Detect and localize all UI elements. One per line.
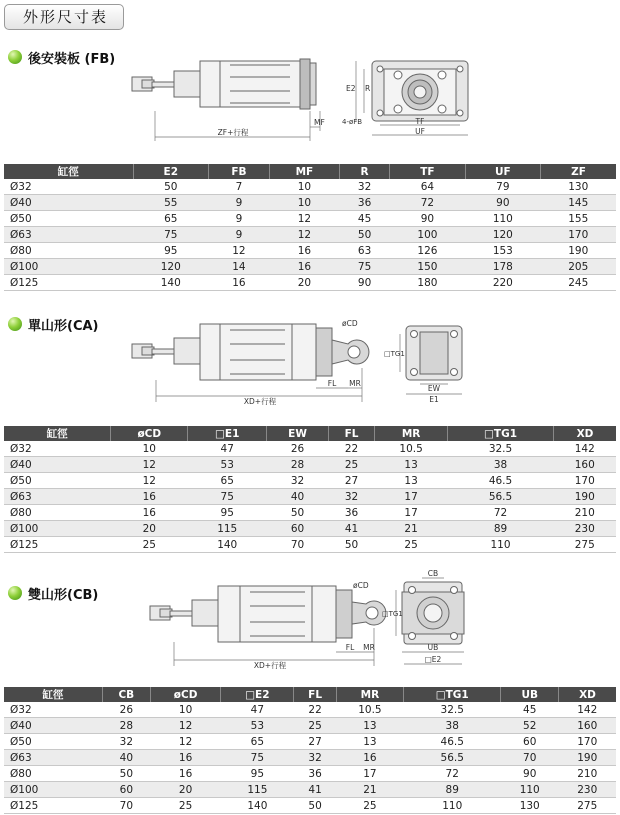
table-cell: 32 bbox=[339, 179, 389, 195]
table-cell: 13 bbox=[336, 734, 403, 750]
table-cell: 12 bbox=[269, 227, 339, 243]
bore-size-cell: Ø80 bbox=[4, 505, 111, 521]
table-cell: 220 bbox=[465, 275, 540, 291]
table-cell: 245 bbox=[541, 275, 616, 291]
col-header: øCD bbox=[111, 426, 188, 441]
table-cell: 7 bbox=[208, 179, 269, 195]
bullet-icon bbox=[8, 50, 22, 64]
table-cell: 16 bbox=[111, 489, 188, 505]
table-cell: 45 bbox=[501, 702, 558, 718]
section-title: 後安裝板 (FB) bbox=[28, 51, 116, 67]
table-cell: 27 bbox=[294, 734, 337, 750]
table-cell: 75 bbox=[133, 227, 208, 243]
col-header: MR bbox=[336, 687, 403, 702]
table-cell: 16 bbox=[150, 766, 221, 782]
table-cell: 70 bbox=[267, 537, 329, 553]
bore-size-cell: Ø100 bbox=[4, 259, 133, 275]
col-header: 缸徑 bbox=[4, 687, 102, 702]
e1-label: E1 bbox=[429, 395, 439, 404]
e2-label: □E2 bbox=[424, 655, 442, 664]
table-cell: 210 bbox=[553, 505, 616, 521]
table-cell: 13 bbox=[336, 718, 403, 734]
table-cell: 16 bbox=[269, 259, 339, 275]
bullet-icon bbox=[8, 317, 22, 331]
uf-label: UF bbox=[415, 127, 425, 136]
table-cell: 95 bbox=[188, 505, 267, 521]
table-cell: 170 bbox=[553, 473, 616, 489]
col-header: MF bbox=[269, 164, 339, 179]
table-cell: 26 bbox=[267, 441, 329, 457]
table-cell: 90 bbox=[339, 275, 389, 291]
table-cell: 56.5 bbox=[403, 750, 501, 766]
bore-size-cell: Ø125 bbox=[4, 798, 102, 814]
xd-label: XD+行程 bbox=[253, 661, 287, 670]
table-cell: 13 bbox=[375, 473, 448, 489]
table-cell: 32 bbox=[328, 489, 374, 505]
table-cell: 190 bbox=[558, 750, 616, 766]
table-cell: 12 bbox=[111, 457, 188, 473]
table-cell: 22 bbox=[294, 702, 337, 718]
table-row bbox=[4, 798, 616, 814]
table-cell: 90 bbox=[501, 766, 558, 782]
table-row bbox=[4, 275, 616, 291]
fb-drawing bbox=[120, 55, 490, 145]
ca-drawing bbox=[120, 318, 480, 408]
tg1-label: □TG1 bbox=[382, 610, 403, 618]
col-header: □TG1 bbox=[403, 687, 501, 702]
table-cell: 120 bbox=[465, 227, 540, 243]
table-header-row bbox=[4, 164, 616, 179]
table-cell: 110 bbox=[501, 782, 558, 798]
table-cell: 56.5 bbox=[448, 489, 554, 505]
table-cell: 72 bbox=[403, 766, 501, 782]
table-cell: 120 bbox=[133, 259, 208, 275]
table-row bbox=[4, 782, 616, 798]
bore-size-cell: Ø80 bbox=[4, 243, 133, 259]
col-header: EW bbox=[267, 426, 329, 441]
bore-size-cell: Ø125 bbox=[4, 275, 133, 291]
table-cell: 41 bbox=[328, 521, 374, 537]
zf-label: ZF+行程 bbox=[217, 128, 249, 137]
table-cell: 160 bbox=[553, 457, 616, 473]
table-cell: 170 bbox=[541, 227, 616, 243]
table-cell: 180 bbox=[390, 275, 465, 291]
fb-table bbox=[4, 164, 616, 291]
cb-table-body bbox=[4, 702, 616, 814]
table-header-row bbox=[4, 426, 616, 441]
table-cell: 205 bbox=[541, 259, 616, 275]
table-cell: 140 bbox=[221, 798, 294, 814]
bore-size-cell: Ø32 bbox=[4, 441, 111, 457]
table-cell: 52 bbox=[501, 718, 558, 734]
table-cell: 145 bbox=[541, 195, 616, 211]
table-cell: 20 bbox=[111, 521, 188, 537]
bore-size-cell: Ø50 bbox=[4, 211, 133, 227]
cb-drawing bbox=[140, 568, 480, 670]
table-cell: 140 bbox=[133, 275, 208, 291]
page-title: 外形尺寸表 bbox=[4, 4, 124, 30]
table-cell: 13 bbox=[375, 457, 448, 473]
table-cell: 12 bbox=[150, 734, 221, 750]
table-cell: 16 bbox=[208, 275, 269, 291]
table-row bbox=[4, 211, 616, 227]
bore-size-cell: Ø40 bbox=[4, 457, 111, 473]
bore-size-cell: Ø40 bbox=[4, 718, 102, 734]
bore-size-cell: Ø50 bbox=[4, 734, 102, 750]
table-cell: 75 bbox=[339, 259, 389, 275]
col-header: ZF bbox=[541, 164, 616, 179]
table-cell: 25 bbox=[375, 537, 448, 553]
cd-label: øCD bbox=[353, 581, 369, 590]
table-cell: 46.5 bbox=[403, 734, 501, 750]
col-header: øCD bbox=[150, 687, 221, 702]
table-cell: 70 bbox=[102, 798, 150, 814]
table-cell: 70 bbox=[501, 750, 558, 766]
table-cell: 16 bbox=[150, 750, 221, 766]
bore-size-cell: Ø100 bbox=[4, 521, 111, 537]
col-header: □E1 bbox=[188, 426, 267, 441]
table-cell: 25 bbox=[336, 798, 403, 814]
table-cell: 60 bbox=[102, 782, 150, 798]
table-cell: 60 bbox=[267, 521, 329, 537]
col-header: XD bbox=[553, 426, 616, 441]
table-cell: 38 bbox=[403, 718, 501, 734]
table-cell: 95 bbox=[133, 243, 208, 259]
table-cell: 16 bbox=[336, 750, 403, 766]
table-cell: 32 bbox=[294, 750, 337, 766]
table-cell: 230 bbox=[558, 782, 616, 798]
ca-table bbox=[4, 426, 616, 553]
table-cell: 10 bbox=[111, 441, 188, 457]
table-row bbox=[4, 702, 616, 718]
cb-label: CB bbox=[427, 569, 439, 578]
table-cell: 12 bbox=[269, 211, 339, 227]
section-header-cb bbox=[8, 582, 98, 604]
col-header: 缸徑 bbox=[4, 426, 111, 441]
table-cell: 160 bbox=[558, 718, 616, 734]
table-cell: 21 bbox=[336, 782, 403, 798]
col-header: FL bbox=[328, 426, 374, 441]
table-row bbox=[4, 457, 616, 473]
table-cell: 40 bbox=[267, 489, 329, 505]
table-cell: 28 bbox=[102, 718, 150, 734]
table-header-row bbox=[4, 687, 616, 702]
table-row bbox=[4, 750, 616, 766]
table-cell: 12 bbox=[208, 243, 269, 259]
table-cell: 16 bbox=[111, 505, 188, 521]
table-cell: 36 bbox=[339, 195, 389, 211]
table-cell: 90 bbox=[465, 195, 540, 211]
tg1-label: □TG1 bbox=[384, 350, 405, 358]
col-header: UF bbox=[465, 164, 540, 179]
table-cell: 16 bbox=[269, 243, 339, 259]
table-cell: 9 bbox=[208, 211, 269, 227]
table-cell: 25 bbox=[294, 718, 337, 734]
table-cell: 75 bbox=[221, 750, 294, 766]
table-cell: 22 bbox=[328, 441, 374, 457]
mr-label: MR bbox=[363, 643, 375, 652]
fl-label: FL bbox=[345, 643, 355, 652]
mf-label: MF bbox=[314, 118, 325, 127]
table-row bbox=[4, 441, 616, 457]
r-label: R bbox=[365, 84, 371, 93]
section-header-fb bbox=[8, 46, 115, 68]
table-cell: 190 bbox=[553, 489, 616, 505]
table-row bbox=[4, 473, 616, 489]
ub-label: UB bbox=[427, 643, 439, 652]
table-cell: 25 bbox=[111, 537, 188, 553]
table-cell: 142 bbox=[553, 441, 616, 457]
table-cell: 12 bbox=[111, 473, 188, 489]
table-cell: 50 bbox=[339, 227, 389, 243]
table-cell: 28 bbox=[267, 457, 329, 473]
bore-size-cell: Ø32 bbox=[4, 702, 102, 718]
table-cell: 60 bbox=[501, 734, 558, 750]
table-cell: 170 bbox=[558, 734, 616, 750]
fb-label: 4-øFB bbox=[342, 118, 363, 126]
table-cell: 150 bbox=[390, 259, 465, 275]
col-header: E2 bbox=[133, 164, 208, 179]
table-cell: 50 bbox=[328, 537, 374, 553]
table-cell: 9 bbox=[208, 195, 269, 211]
table-cell: 14 bbox=[208, 259, 269, 275]
cb-table bbox=[4, 687, 616, 814]
table-cell: 65 bbox=[188, 473, 267, 489]
col-header: XD bbox=[558, 687, 616, 702]
mr-label: MR bbox=[349, 379, 361, 388]
col-header: □E2 bbox=[221, 687, 294, 702]
table-row bbox=[4, 489, 616, 505]
table-cell: 75 bbox=[188, 489, 267, 505]
bore-size-cell: Ø100 bbox=[4, 782, 102, 798]
table-cell: 53 bbox=[188, 457, 267, 473]
table-cell: 36 bbox=[294, 766, 337, 782]
table-cell: 100 bbox=[390, 227, 465, 243]
table-cell: 40 bbox=[102, 750, 150, 766]
table-row bbox=[4, 718, 616, 734]
table-cell: 17 bbox=[336, 766, 403, 782]
table-cell: 45 bbox=[339, 211, 389, 227]
table-cell: 25 bbox=[328, 457, 374, 473]
table-row bbox=[4, 179, 616, 195]
table-cell: 25 bbox=[150, 798, 221, 814]
col-header: UB bbox=[501, 687, 558, 702]
table-cell: 110 bbox=[448, 537, 554, 553]
table-cell: 110 bbox=[403, 798, 501, 814]
ew-label: EW bbox=[427, 384, 441, 393]
table-cell: 10 bbox=[150, 702, 221, 718]
table-cell: 95 bbox=[221, 766, 294, 782]
table-cell: 65 bbox=[221, 734, 294, 750]
table-cell: 53 bbox=[221, 718, 294, 734]
table-row bbox=[4, 521, 616, 537]
table-cell: 47 bbox=[221, 702, 294, 718]
table-cell: 10 bbox=[269, 179, 339, 195]
table-cell: 55 bbox=[133, 195, 208, 211]
table-cell: 27 bbox=[328, 473, 374, 489]
table-cell: 32.5 bbox=[403, 702, 501, 718]
col-header: □TG1 bbox=[448, 426, 554, 441]
table-cell: 17 bbox=[375, 505, 448, 521]
table-cell: 46.5 bbox=[448, 473, 554, 489]
table-cell: 50 bbox=[294, 798, 337, 814]
table-cell: 275 bbox=[553, 537, 616, 553]
bore-size-cell: Ø63 bbox=[4, 750, 102, 766]
table-cell: 155 bbox=[541, 211, 616, 227]
table-cell: 63 bbox=[339, 243, 389, 259]
table-cell: 79 bbox=[465, 179, 540, 195]
bore-size-cell: Ø63 bbox=[4, 227, 133, 243]
col-header: R bbox=[339, 164, 389, 179]
table-row bbox=[4, 537, 616, 553]
bore-size-cell: Ø50 bbox=[4, 473, 111, 489]
table-cell: 140 bbox=[188, 537, 267, 553]
table-row bbox=[4, 734, 616, 750]
table-cell: 38 bbox=[448, 457, 554, 473]
table-cell: 153 bbox=[465, 243, 540, 259]
col-header: 缸徑 bbox=[4, 164, 133, 179]
table-cell: 10.5 bbox=[336, 702, 403, 718]
tf-label: TF bbox=[415, 117, 425, 126]
bore-size-cell: Ø63 bbox=[4, 489, 111, 505]
table-cell: 115 bbox=[221, 782, 294, 798]
table-cell: 9 bbox=[208, 227, 269, 243]
table-row bbox=[4, 195, 616, 211]
table-cell: 230 bbox=[553, 521, 616, 537]
table-cell: 50 bbox=[133, 179, 208, 195]
table-cell: 21 bbox=[375, 521, 448, 537]
table-cell: 89 bbox=[403, 782, 501, 798]
col-header: MR bbox=[375, 426, 448, 441]
table-cell: 20 bbox=[269, 275, 339, 291]
table-cell: 32 bbox=[267, 473, 329, 489]
ca-table-body bbox=[4, 441, 616, 553]
table-cell: 72 bbox=[390, 195, 465, 211]
table-cell: 47 bbox=[188, 441, 267, 457]
col-header: FB bbox=[208, 164, 269, 179]
table-cell: 126 bbox=[390, 243, 465, 259]
table-cell: 10 bbox=[269, 195, 339, 211]
table-cell: 142 bbox=[558, 702, 616, 718]
table-cell: 190 bbox=[541, 243, 616, 259]
table-cell: 72 bbox=[448, 505, 554, 521]
xd-label: XD+行程 bbox=[243, 397, 277, 406]
table-cell: 32 bbox=[102, 734, 150, 750]
table-row bbox=[4, 243, 616, 259]
cd-label: øCD bbox=[342, 319, 358, 328]
section-header-ca bbox=[8, 313, 99, 335]
table-cell: 89 bbox=[448, 521, 554, 537]
table-cell: 50 bbox=[102, 766, 150, 782]
table-cell: 20 bbox=[150, 782, 221, 798]
table-cell: 210 bbox=[558, 766, 616, 782]
table-cell: 36 bbox=[328, 505, 374, 521]
table-cell: 110 bbox=[465, 211, 540, 227]
table-cell: 275 bbox=[558, 798, 616, 814]
table-cell: 50 bbox=[267, 505, 329, 521]
table-cell: 178 bbox=[465, 259, 540, 275]
table-cell: 17 bbox=[375, 489, 448, 505]
bore-size-cell: Ø32 bbox=[4, 179, 133, 195]
bullet-icon bbox=[8, 586, 22, 600]
table-cell: 26 bbox=[102, 702, 150, 718]
table-row bbox=[4, 505, 616, 521]
bore-size-cell: Ø40 bbox=[4, 195, 133, 211]
table-row bbox=[4, 259, 616, 275]
col-header: CB bbox=[102, 687, 150, 702]
table-cell: 10.5 bbox=[375, 441, 448, 457]
bore-size-cell: Ø125 bbox=[4, 537, 111, 553]
bore-size-cell: Ø80 bbox=[4, 766, 102, 782]
table-cell: 32.5 bbox=[448, 441, 554, 457]
table-cell: 64 bbox=[390, 179, 465, 195]
section-title: 雙山形(CB) bbox=[28, 587, 99, 603]
section-title: 單山形(CA) bbox=[28, 318, 99, 334]
table-cell: 65 bbox=[133, 211, 208, 227]
table-cell: 12 bbox=[150, 718, 221, 734]
table-row bbox=[4, 227, 616, 243]
col-header: TF bbox=[390, 164, 465, 179]
table-cell: 130 bbox=[501, 798, 558, 814]
table-row bbox=[4, 766, 616, 782]
fb-table-body bbox=[4, 179, 616, 291]
col-header: FL bbox=[294, 687, 337, 702]
table-cell: 90 bbox=[390, 211, 465, 227]
table-cell: 130 bbox=[541, 179, 616, 195]
fl-label: FL bbox=[327, 379, 337, 388]
table-cell: 41 bbox=[294, 782, 337, 798]
table-cell: 115 bbox=[188, 521, 267, 537]
e2-label: E2 bbox=[346, 84, 356, 93]
